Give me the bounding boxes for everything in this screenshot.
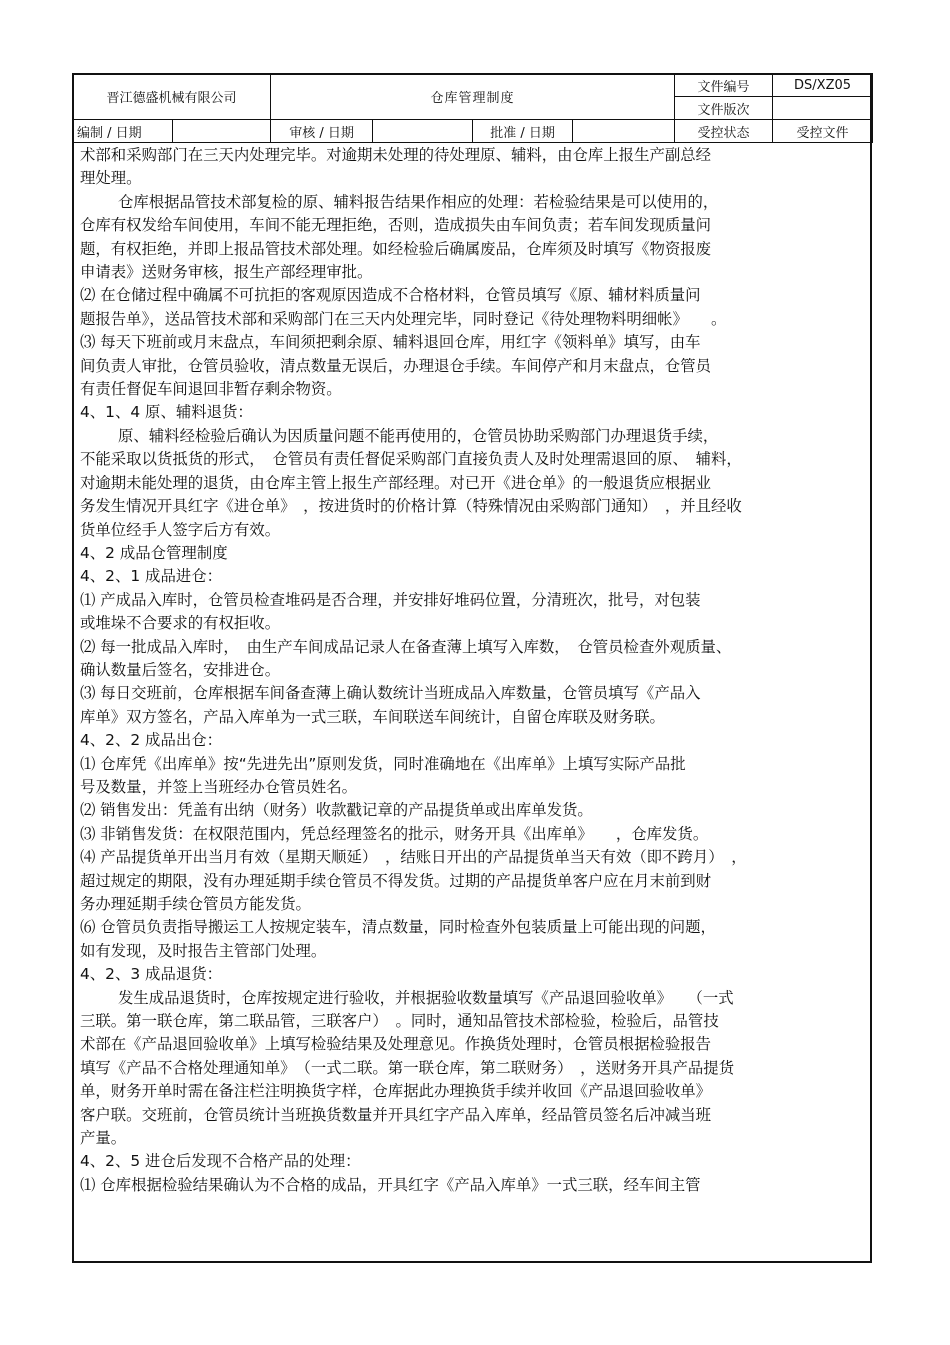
body-line: 不能采取以货抵货的形式， 仓管员有责任督促采购部门直接负责人及时处理需退回的原、 辅料，	[80, 450, 742, 469]
doc-no-label: 文件编号	[675, 74, 773, 97]
body-line: 产量。	[80, 1129, 127, 1148]
body-line: 申请表》送财务审核，报生产部经理审批。	[80, 263, 373, 282]
body-line: 术部和采购部门在三天内处理完毕。对逾期未处理的待处理原、辅料，由仓库上报生产副总经	[80, 146, 712, 164]
version-label: 文件版次	[675, 97, 773, 120]
body-line: ⑷ 产品提货单开出当月有效（星期天顺延） ，结账日开出的产品提货单当天有效（即不跨月） ，	[80, 848, 747, 867]
body-line: ⑶ 每日交班前，仓库根据车间备查薄上确认数统计当班成品入库数量，仓管员填写《产品入	[80, 684, 701, 703]
document-body	[80, 144, 870, 1197]
body-line: 客户联。交班前，仓管员统计当班换货数量并开具红字产品入库单，经品管员签名后冲减当班	[80, 1105, 712, 1124]
body-line: ⑴ 仓库根据检验结果确认为不合格的成品，开具红字《产品入库单》一式三联，经车间主管	[80, 1175, 701, 1194]
doc-no-value: DS/XZ05	[773, 74, 873, 97]
approved-label: 批准 / 日期	[473, 120, 573, 143]
body-line: 对逾期未能处理的退货，由仓库主管上报生产部经理。对已开《进仓单》的一般退货应根据业	[80, 473, 712, 492]
reviewed-value	[373, 120, 473, 143]
body-line: ⑶ 每天下班前或月末盘点，车间须把剩余原、辅料退回仓库，用红字《领料单》填写，由车	[80, 333, 701, 352]
document-title: 仓库管理制度	[271, 74, 675, 120]
body-line: ⑶ 非销售发货：在权限范围内，凭总经理签名的批示，财务开具《出库单》 ，仓库发货。	[80, 824, 709, 843]
section-heading: 4、2 成品仓管理制度	[80, 543, 228, 562]
body-line: 仓库根据品管技术部复检的原、辅料报告结果作相应的处理：若检验结果是可以使用的，	[118, 192, 719, 211]
body-line: 或堆垛不合要求的有权拒收。	[80, 614, 281, 633]
control-status-value: 受控文件	[773, 120, 873, 143]
body-line: 货单位经手人签字后方有效。	[80, 520, 281, 539]
body-line: ⑵ 销售发出：凭盖有出纳（财务）收款戳记章的产品提货单或出库单发货。	[80, 801, 593, 820]
section-heading: 4、2、2 成品出仓：	[80, 731, 223, 750]
section-heading: 4、2、3 成品退货：	[80, 965, 223, 984]
reviewed-label: 审核 / 日期	[271, 120, 373, 143]
body-line: 有责任督促车间退回非暂存剩余物资。	[80, 380, 342, 399]
prepared-label: 编制 / 日期	[73, 120, 173, 143]
body-line: 原、辅料经检验后确认为因质量问题不能再使用的，仓管员协助采购部门办理退货手续，	[118, 426, 719, 445]
section-heading: 4、1、4 原、辅料退货：	[80, 403, 253, 422]
company-name: 晋江德盛机械有限公司	[73, 74, 271, 120]
body-line: 务办理延期手续仓管员方能发货。	[80, 895, 311, 913]
body-line: 如有发现，及时报告主管部门处理。	[80, 941, 327, 960]
body-line: ⑴ 产成品入库时，仓管员检查堆码是否合理，并安排好堆码位置，分清班次，批号，对包装	[80, 590, 701, 609]
body-line: ⑹ 仓管员负责指导搬运工人按规定装车，清点数量，同时检查外包装质量上可能出现的问题，	[80, 918, 716, 937]
body-line: ⑴ 仓库凭《出库单》按“先进先出”原则发货，同时准确地在《出库单》上填写实际产品批	[80, 754, 686, 773]
approved-value	[573, 120, 675, 143]
prepared-value	[173, 120, 271, 143]
control-status-label: 受控状态	[675, 120, 773, 143]
body-line: 单，财务开单时需在备注栏注明换货字样，仓库据此办理换货手续并收回《产品退回验收单》	[80, 1082, 712, 1101]
section-heading: 4、2、5 进仓后发现不合格产品的处理：	[80, 1152, 361, 1171]
body-line: 务发生情况开具红字《进仓单》 ，按进货时的价格计算（特殊情况由采购部门通知） ，并且经收	[80, 497, 742, 516]
body-line: 超过规定的期限，没有办理延期手续仓管员不得发货。过期的产品提货单客户应在月末前到财	[80, 871, 712, 890]
version-value	[773, 97, 873, 120]
body-line: 题报告单》，送品管技术部和采购部门在三天内处理完毕，同时登记《待处理物料明细帐》 。	[80, 309, 727, 328]
body-line: 三联。第一联仓库，第二联品管，三联客户） 。同时，通知品管技术部检验，检验后，品管技	[80, 1012, 719, 1031]
body-line: 理处理。	[80, 169, 142, 188]
body-line: ⑵ 每一批成品入库时， 由生产车间成品记录人在备查薄上填写入库数， 仓管员检查外观质量、	[80, 637, 732, 656]
body-line: 间负责人审批，仓管员验收，清点数量无误后，办理退仓手续。车间停产和月末盘点，仓管员	[80, 356, 712, 375]
body-line: 发生成品退货时，仓库按规定进行验收，并根据验收数量填写《产品退回验收单》 （一式	[118, 988, 734, 1007]
document-header-table	[72, 73, 873, 143]
body-line: 确认数量后签名，安排进仓。	[80, 660, 281, 679]
body-line: 填写《产品不合格处理通知单》 （一式二联。第一联仓库，第二联财务） ，送财务开具产品提货	[80, 1058, 735, 1077]
body-line: 号及数量，并签上当班经办仓管员姓名。	[80, 777, 358, 796]
body-line: ⑵ 在仓储过程中确属不可抗拒的客观原因造成不合格材料，仓管员填写《原、辅材料质量问	[80, 286, 701, 305]
body-line: 仓库有权发给车间使用，车间不能无理拒绝，否则，造成损失由车间负责；若车间发现质量问	[80, 216, 712, 235]
body-line: 库单》双方签名，产品入库单为一式三联，车间联送车间统计，自留仓库联及财务联。	[80, 707, 665, 726]
body-line: 题，有权拒绝，并即上报品管技术部处理。如经检验后确属废品，仓库须及时填写《物资报废	[80, 239, 712, 258]
body-line: 术部在《产品退回验收单》上填写检验结果及处理意见。作换货处理时，仓管员根据检验报告	[80, 1035, 712, 1054]
section-heading: 4、2、1 成品进仓：	[80, 567, 223, 586]
